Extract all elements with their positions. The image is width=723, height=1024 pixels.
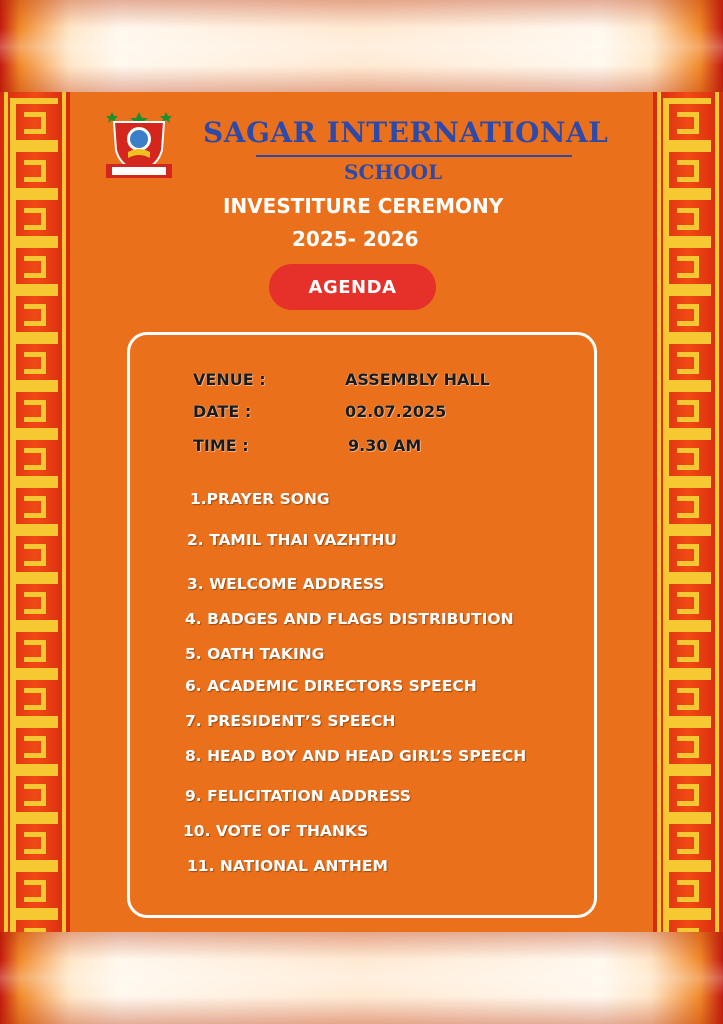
time-value: 9.30 AM xyxy=(348,436,422,455)
border-key-motif xyxy=(10,578,58,626)
border-key-motif xyxy=(10,914,58,934)
border-key-motif xyxy=(10,674,58,722)
event-title: INVESTITURE CEREMONY xyxy=(223,194,504,218)
agenda-item: 10. VOTE OF THANKS xyxy=(183,822,369,840)
border-key-motif xyxy=(663,578,711,626)
venue-label: VENUE : xyxy=(193,370,266,389)
agenda-item: 3. WELCOME ADDRESS xyxy=(187,575,385,593)
school-name: SAGAR INTERNATIONAL xyxy=(203,116,609,149)
border-key-motif xyxy=(10,146,58,194)
border-key-motif xyxy=(663,530,711,578)
border-key-motif xyxy=(10,242,58,290)
border-key-motif xyxy=(663,194,711,242)
school-subtitle: SCHOOL xyxy=(344,160,443,184)
border-key-motif xyxy=(663,914,711,934)
agenda-item: 6. ACADEMIC DIRECTORS SPEECH xyxy=(185,677,477,695)
border-key-motif xyxy=(10,434,58,482)
agenda-item: 1.PRAYER SONG xyxy=(190,490,330,508)
border-key-motif xyxy=(663,674,711,722)
border-key-motif xyxy=(663,626,711,674)
border-key-motif xyxy=(10,98,58,146)
border-key-motif xyxy=(10,770,58,818)
border-key-motif xyxy=(10,722,58,770)
border-key-motif xyxy=(10,290,58,338)
border-key-motif xyxy=(663,146,711,194)
school-crest-icon xyxy=(102,106,176,182)
border-key-motif xyxy=(10,626,58,674)
scroll-rod-top xyxy=(0,0,723,94)
agenda-badge: AGENDA xyxy=(269,264,436,310)
border-key-motif xyxy=(663,722,711,770)
venue-value: ASSEMBLY HALL xyxy=(345,370,490,389)
border-key-motif xyxy=(10,866,58,914)
date-value: 02.07.2025 xyxy=(345,402,447,421)
border-key-motif xyxy=(663,98,711,146)
border-key-motif xyxy=(663,242,711,290)
agenda-item: 4. BADGES AND FLAGS DISTRIBUTION xyxy=(185,610,514,628)
border-key-motif xyxy=(10,386,58,434)
agenda-item: 9. FELICITATION ADDRESS xyxy=(185,787,411,805)
border-key-motif xyxy=(10,818,58,866)
border-key-motif xyxy=(663,818,711,866)
border-key-motif xyxy=(663,434,711,482)
border-key-motif xyxy=(663,770,711,818)
border-key-motif xyxy=(663,482,711,530)
border-key-motif xyxy=(663,338,711,386)
agenda-item: 8. HEAD BOY AND HEAD GIRL’S SPEECH xyxy=(185,747,527,765)
border-key-motif xyxy=(10,194,58,242)
agenda-item: 5. OATH TAKING xyxy=(185,645,325,663)
date-label: DATE : xyxy=(193,402,252,421)
border-key-motif xyxy=(10,530,58,578)
border-key-motif xyxy=(10,482,58,530)
school-name-divider xyxy=(256,155,572,157)
scroll-rod-bottom xyxy=(0,932,723,1024)
border-key-motif xyxy=(10,338,58,386)
decorative-border-left xyxy=(0,92,70,934)
border-key-motif xyxy=(663,386,711,434)
agenda-item: 2. TAMIL THAI VAZHTHU xyxy=(187,531,397,549)
border-key-motif xyxy=(663,866,711,914)
event-year: 2025- 2026 xyxy=(292,227,419,251)
border-key-motif xyxy=(663,290,711,338)
agenda-item: 11. NATIONAL ANTHEM xyxy=(187,857,388,875)
decorative-border-right xyxy=(653,92,723,934)
time-label: TIME : xyxy=(193,436,249,455)
agenda-item: 7. PRESIDENT’S SPEECH xyxy=(185,712,396,730)
